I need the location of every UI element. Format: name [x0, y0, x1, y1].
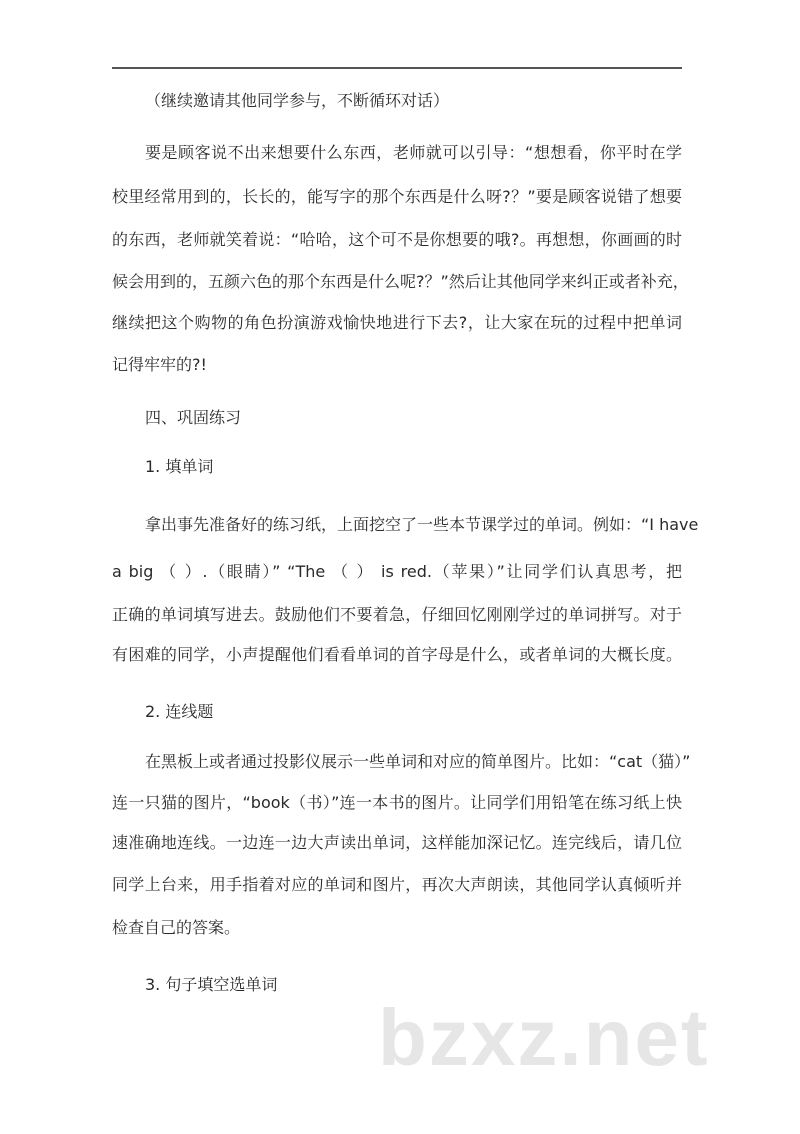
paragraph-line: 检查自己的答案。 — [112, 918, 241, 937]
paragraph-line: 拿出事先准备好的练习纸，上面挖空了一些本节课学过的单词。例如：“I have — [145, 515, 699, 534]
header-rule — [112, 67, 682, 69]
watermark: bzxz.net — [378, 993, 710, 1082]
section-heading: 四、巩固练习 — [145, 408, 242, 427]
paragraph-line: 候会用到的，五颜六色的那个东西是什么呢?？”然后让其他同学来纠正或者补充， — [112, 272, 689, 291]
note-line: （继续邀请其他同学参与，不断循环对话） — [145, 91, 450, 110]
paragraph-line: a big （ ）.（眼睛）” “The （ ） is red.（苹果）”让同学们认真思考，把 — [112, 562, 682, 581]
paragraph-line: 的东西，老师就笑着说：“哈哈，这个可不是你想要的哦?。再想想，你画画的时 — [112, 230, 682, 249]
paragraph-line: 记得牢牢的?! — [112, 355, 207, 374]
paragraph-line: 正确的单词填写进去。鼓励他们不要着急，仔细回忆刚刚学过的单词拼写。对于 — [112, 605, 682, 624]
item-heading: 1. 填单词 — [145, 457, 214, 476]
item-heading: 3. 句子填空选单词 — [145, 975, 278, 994]
item-heading: 2. 连线题 — [145, 702, 214, 721]
paragraph-line: 继续把这个购物的角色扮演游戏愉快地进行下去?，让大家在玩的过程中把单词 — [112, 313, 682, 332]
paragraph-line: 校里经常用到的，长长的，能写字的那个东西是什么呀?？”要是顾客说错了想要 — [112, 187, 682, 206]
paragraph-line: 速准确地连线。一边连一边大声读出单词，这样能加深记忆。连完线后，请几位 — [112, 833, 682, 852]
paragraph-line: 有困难的同学，小声提醒他们看看单词的首字母是什么，或者单词的大概长度。 — [112, 645, 682, 664]
paragraph-line: 连一只猫的图片，“book（书）”连一本书的图片。让同学们用铅笔在练习纸上快 — [112, 793, 682, 812]
paragraph-line: 要是顾客说不出来想要什么东西，老师就可以引导：“想想看，你平时在学 — [145, 143, 682, 162]
paragraph-line: 同学上台来，用手指着对应的单词和图片，再次大声朗读，其他同学认真倾听并 — [112, 875, 682, 894]
paragraph-line: 在黑板上或者通过投影仪展示一些单词和对应的简单图片。比如：“cat（猫）” — [145, 752, 691, 771]
